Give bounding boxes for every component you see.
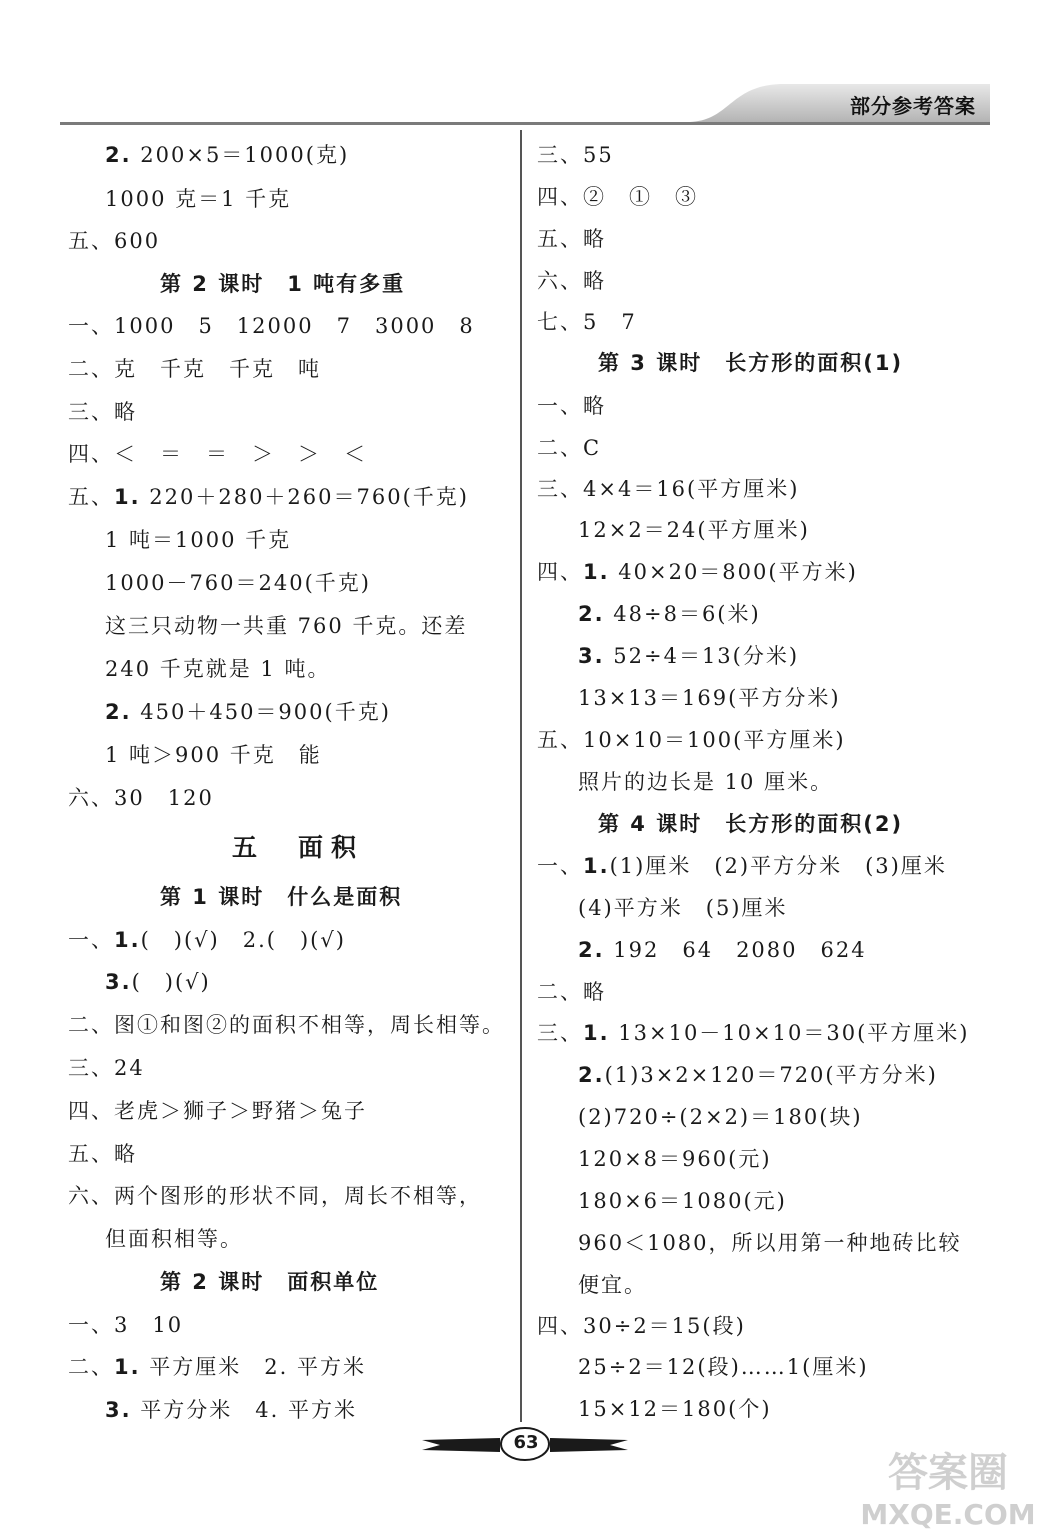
right-answer-line: 120×8＝960(元) (578, 1147, 772, 1171)
right-answer-line: 三、1. 13×10－10×10＝30(平方厘米) (537, 1021, 970, 1045)
right-answer-line: 便宜。 (578, 1273, 647, 1297)
right-answer-line: 一、略 (537, 394, 606, 418)
left-answer-line: 五、略 (68, 1142, 137, 1166)
left-answer-line: 3. 平方分米 4. 平方米 (105, 1398, 357, 1422)
left-answer-line: 三、24 (68, 1056, 145, 1080)
left-answer-line: 1000－760＝240(千克) (105, 571, 371, 595)
right-answer-line: 一、1.(1)厘米 (2)平方分米 (3)厘米 (537, 854, 947, 878)
left-answer-line: 240 千克就是 1 吨。 (105, 657, 331, 681)
left-answer-line: 3.( )(√) (105, 970, 211, 994)
right-answer-line: 2. 192 64 2080 624 (578, 938, 867, 962)
right-answer-line: 六、略 (537, 269, 606, 293)
left-answer-line: 2. 450＋450＝900(千克) (105, 700, 391, 724)
right-answer-line: 四、30÷2＝15(段) (537, 1314, 746, 1338)
header-title: 部分参考答案 (850, 94, 976, 118)
left-answer-line: 五、600 (68, 229, 161, 253)
left-answer-line: 二、1. 平方厘米 2. 平方米 (68, 1355, 366, 1379)
right-answer-line: 三、4×4＝16(平方厘米) (537, 477, 800, 501)
left-section-heading: 五 面积 (232, 833, 365, 862)
left-answer-line: 但面积相等。 (105, 1227, 243, 1251)
right-answer-line: 二、C (537, 436, 602, 460)
page-footer (420, 1426, 630, 1462)
right-answer-line: 三、55 (537, 143, 614, 167)
left-answer-line: 一、1.( )(√) 2.( )(√) (68, 928, 346, 952)
left-section-heading: 第 2 课时 面积单位 (160, 1270, 380, 1294)
left-section-heading: 第 2 课时 1 吨有多重 (160, 272, 406, 296)
left-answer-line: 四、老虎＞狮子＞野猪＞兔子 (68, 1099, 367, 1123)
left-answer-line: 五、1. 220＋280＋260＝760(千克) (68, 485, 469, 509)
left-answer-line: 1 吨＝1000 千克 (105, 528, 292, 552)
left-answer-line: 一、3 10 (68, 1313, 184, 1337)
watermark-text: 答案圈 (888, 1450, 1008, 1496)
left-answer-line: 三、略 (68, 400, 137, 424)
right-section-heading: 第 4 课时 长方形的面积(2) (598, 812, 904, 836)
left-answer-line: 2. 200×5＝1000(克) (105, 143, 350, 167)
right-answer-line: 12×2＝24(平方厘米) (578, 518, 810, 542)
right-answer-line: 15×12＝180(个) (578, 1397, 772, 1421)
right-answer-line: 四、1. 40×20＝800(平方米) (537, 560, 858, 584)
column-divider (520, 130, 522, 1422)
right-answer-line: 五、略 (537, 227, 606, 251)
right-answer-line: 13×13＝169(平方分米) (578, 686, 841, 710)
header-tab (690, 82, 990, 126)
right-answer-line: 2. 48÷8＝6(米) (578, 602, 761, 626)
left-answer-line: 六、两个图形的形状不同，周长不相等， (68, 1184, 482, 1208)
left-answer-line: 1 吨＞900 千克 能 (105, 743, 322, 767)
watermark-site: MXQE.COM (860, 1498, 1036, 1530)
header-rule (60, 122, 990, 125)
right-answer-line: (4)平方米 (5)厘米 (578, 896, 788, 920)
right-answer-line: 25÷2＝12(段)……1(厘米) (578, 1355, 869, 1379)
right-answer-line: 2.(1)3×2×120＝720(平方分米) (578, 1063, 938, 1087)
right-answer-line: (2)720÷(2×2)＝180(块) (578, 1105, 863, 1129)
left-section-heading: 第 1 课时 什么是面积 (160, 885, 403, 909)
left-answer-line: 四、＜ ＝ ＝ ＞ ＞ ＜ (68, 442, 367, 466)
left-answer-line: 二、图①和图②的面积不相等，周长相等。 (68, 1013, 505, 1037)
left-answer-line: 六、30 120 (68, 786, 214, 810)
watermark-logo (848, 1440, 1048, 1530)
right-answer-line: 七、5 7 (537, 310, 637, 334)
left-answer-line: 一、1000 5 12000 7 3000 8 (68, 314, 475, 338)
right-section-heading: 第 3 课时 长方形的面积(1) (598, 351, 904, 375)
left-answer-line: 二、克 千克 千克 吨 (68, 357, 321, 381)
right-answer-line: 照片的边长是 10 厘米。 (578, 770, 834, 794)
right-answer-line: 四、② ① ③ (537, 185, 698, 209)
page-number: 63 (513, 1432, 539, 1453)
right-answer-line: 3. 52÷4＝13(分米) (578, 644, 800, 668)
left-answer-line: 这三只动物一共重 760 千克。还差 (105, 614, 468, 638)
right-answer-line: 180×6＝1080(元) (578, 1189, 787, 1213)
left-answer-line: 1000 克＝1 千克 (105, 187, 292, 211)
right-answer-line: 五、10×10＝100(平方厘米) (537, 728, 846, 752)
right-answer-line: 二、略 (537, 980, 606, 1004)
right-answer-line: 960＜1080，所以用第一种地砖比较 (578, 1231, 962, 1255)
